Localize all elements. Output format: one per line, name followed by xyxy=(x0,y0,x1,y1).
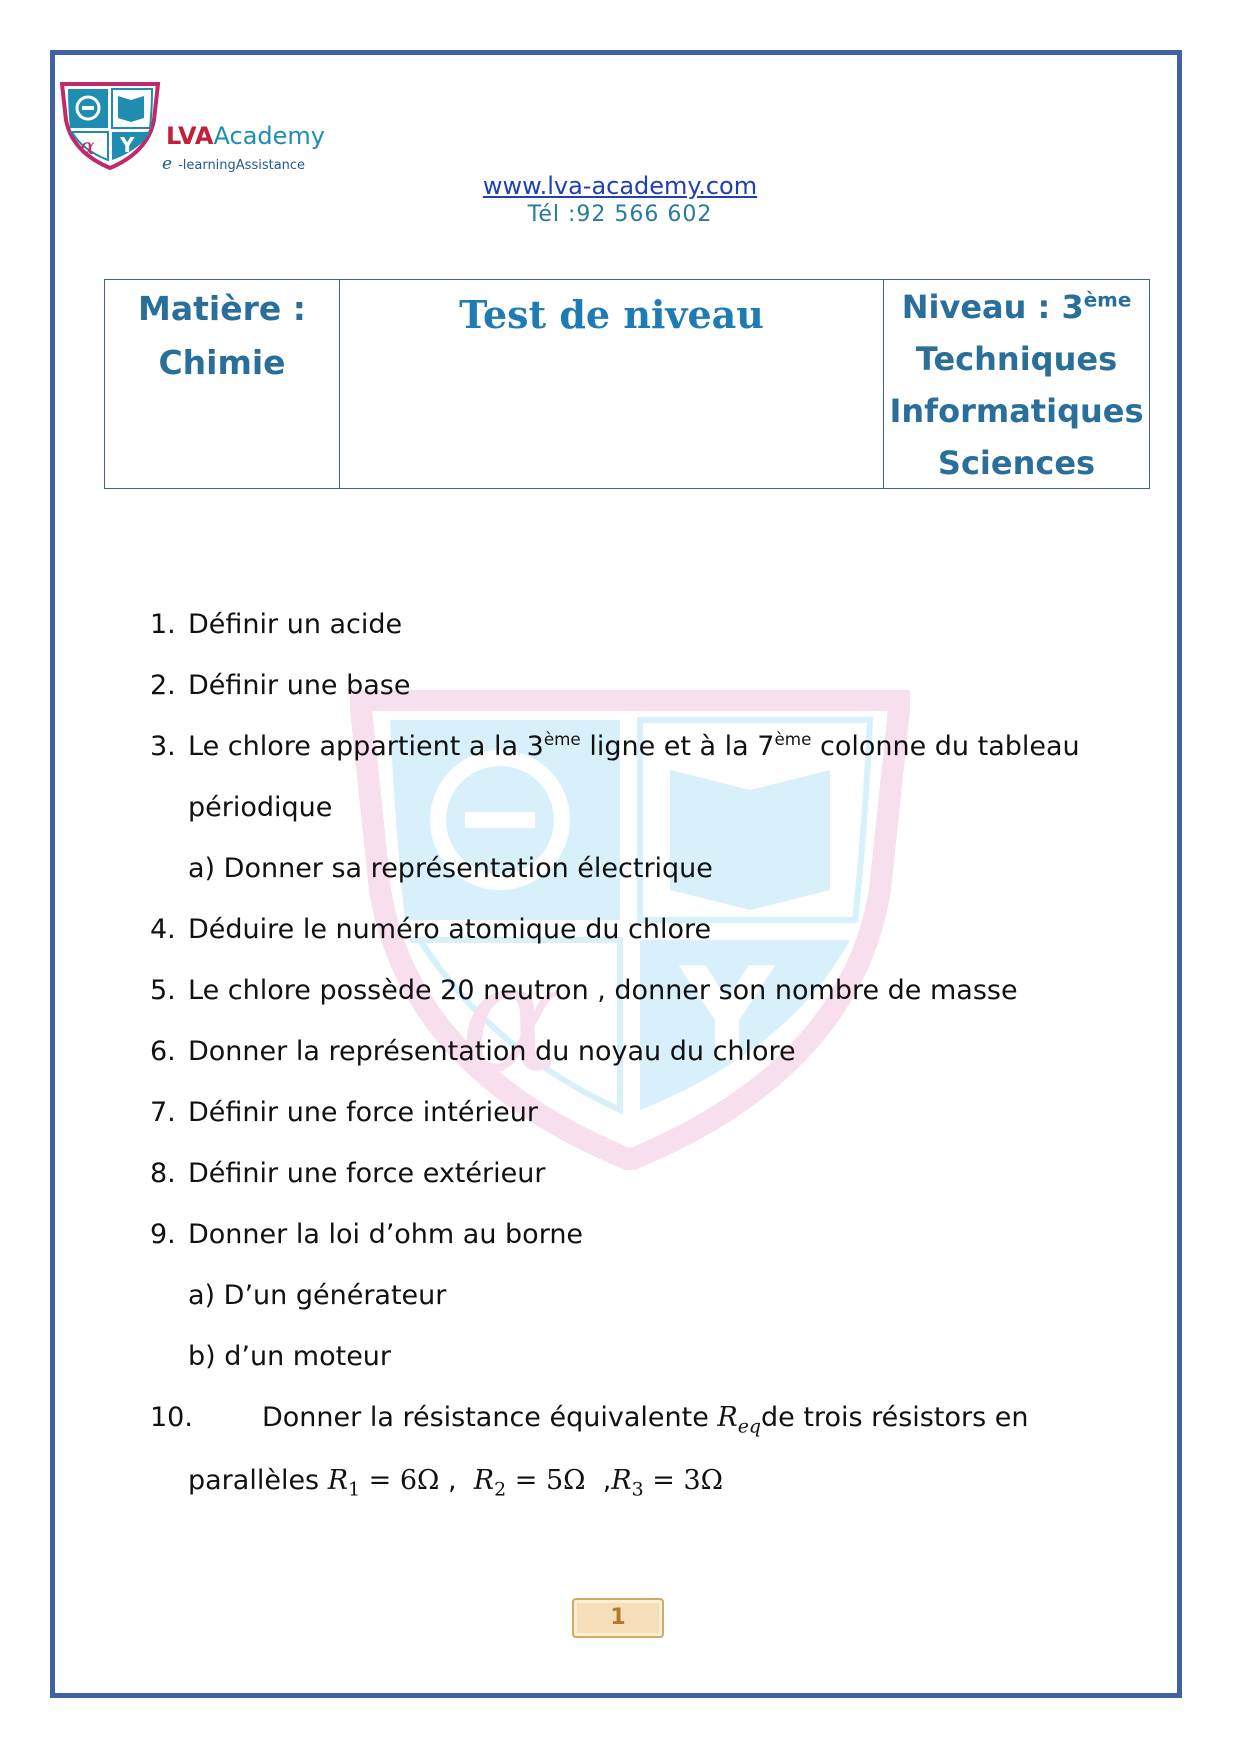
question-text xyxy=(188,727,1080,767)
page-number-badge: 1 xyxy=(572,1598,664,1638)
req-symbol xyxy=(717,1402,762,1438)
question-text: Définir une base xyxy=(188,670,411,701)
svg-text:α: α xyxy=(80,135,95,160)
subject-cell xyxy=(105,280,340,489)
question-text: Définir une force intérieur xyxy=(188,1097,538,1128)
r2-expression xyxy=(473,1465,586,1501)
level-prefix: Niveau : 3 xyxy=(901,288,1084,326)
separator-2: , xyxy=(585,1465,612,1496)
question-text: Le chlore possède 20 neutron , donner son nombre de masse xyxy=(188,975,1018,1006)
question-text: Définir un acide xyxy=(188,609,403,640)
level-label xyxy=(884,282,1149,332)
question-number: 4. xyxy=(150,914,176,945)
question-number: 8. xyxy=(150,1158,176,1189)
level-line-sciences: Sciences xyxy=(937,444,1096,482)
svg-text:α: α xyxy=(460,932,562,1106)
brand-suffix: Academy xyxy=(213,122,325,150)
r1-letter: R xyxy=(327,1465,349,1496)
req-letter: R xyxy=(717,1402,738,1433)
r2-value: = 5Ω xyxy=(506,1465,586,1496)
question-number: 3. xyxy=(150,731,176,762)
r3-letter: R xyxy=(611,1465,632,1496)
q3-sup2: ème xyxy=(774,729,812,749)
question-3-sub-a: a) Donner sa représentation électrique xyxy=(188,853,713,884)
subject-value: Chimie xyxy=(158,343,286,382)
brand-prefix: LVA xyxy=(166,122,214,150)
tagline-text: -learningAssistance xyxy=(178,158,306,173)
phone-number: Tél :92 566 602 xyxy=(527,202,713,227)
svg-text:Y: Y xyxy=(680,939,775,1091)
level-line-informatiques: Informatiques xyxy=(889,392,1144,430)
question-number: 10. xyxy=(150,1402,193,1433)
question-9-sub-a: a) D’un générateur xyxy=(188,1280,447,1311)
question-number: 9. xyxy=(150,1219,176,1250)
question-number: 1. xyxy=(150,609,176,640)
r3-value: = 3Ω xyxy=(643,1465,724,1496)
header-table xyxy=(104,279,1150,489)
q3-sup1: ème xyxy=(543,729,581,749)
tagline-e: e xyxy=(162,154,173,174)
question-3-continued: périodique xyxy=(188,792,333,823)
r1-value: = 6Ω xyxy=(360,1465,440,1496)
level-cell xyxy=(884,280,1150,489)
req-subscript: eq xyxy=(737,1415,762,1438)
subject-label: Matière : xyxy=(138,289,306,328)
lva-academy-logo xyxy=(58,80,328,172)
q10-text-before: Donner la résistance équivalente xyxy=(262,1402,718,1433)
q3-part2: ligne et à la 7 xyxy=(580,731,775,762)
q3-part1: Le chlore appartient a la 3 xyxy=(188,731,544,762)
level-line-techniques: Techniques xyxy=(915,340,1118,378)
r1-subscript: 1 xyxy=(348,1478,361,1501)
svg-text:Y: Y xyxy=(120,133,135,157)
title-cell xyxy=(340,280,884,489)
logo-brand-name xyxy=(166,122,325,150)
question-text: Donner la représentation du noyau du chlore xyxy=(188,1036,796,1067)
q10-continued-text: parallèles xyxy=(188,1465,328,1496)
question-9-sub-b: b) d’un moteur xyxy=(188,1341,392,1372)
r3-expression xyxy=(611,1465,724,1501)
question-text xyxy=(262,1398,1028,1446)
question-text: Donner la loi d’ohm au borne xyxy=(188,1219,584,1250)
question-number: 2. xyxy=(150,670,176,701)
logo-tagline xyxy=(162,154,305,174)
level-sup: ème xyxy=(1083,288,1132,312)
question-text: Définir une force extérieur xyxy=(188,1158,546,1189)
r1-expression xyxy=(327,1465,440,1501)
r3-subscript: 3 xyxy=(631,1478,644,1501)
question-number: 5. xyxy=(150,975,176,1006)
question-10-continued xyxy=(188,1461,723,1501)
question-number: 6. xyxy=(150,1036,176,1067)
website-link[interactable]: www.lva-academy.com xyxy=(482,172,758,200)
shield-logo-icon xyxy=(58,80,162,170)
r2-letter: R xyxy=(473,1465,495,1496)
question-number: 7. xyxy=(150,1097,176,1128)
q10-text-after: de trois résistors en xyxy=(761,1402,1029,1433)
q3-part3: colonne du tableau xyxy=(811,731,1080,762)
separator-1: , xyxy=(439,1465,474,1496)
question-text: Déduire le numéro atomique du chlore xyxy=(188,914,712,945)
r2-subscript: 2 xyxy=(494,1478,507,1501)
test-title: Test de niveau xyxy=(459,292,764,337)
